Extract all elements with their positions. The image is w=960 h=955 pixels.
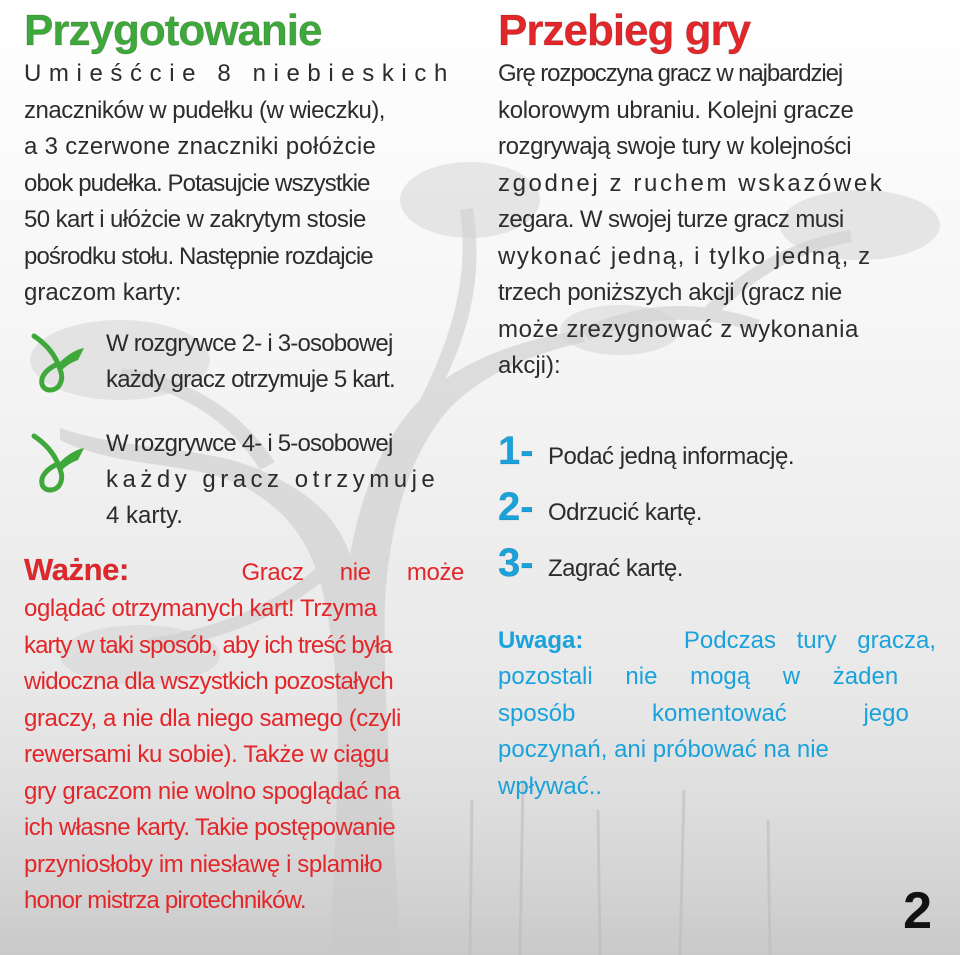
bullet-line: W rozgrywce 4- i 5-osobowej [106, 429, 393, 457]
bullet-line: każdy gracz otrzymuje 5 kart. [106, 365, 395, 393]
note-box [498, 623, 936, 806]
important-line: karty w taki sposób, aby ich treść była [24, 631, 392, 659]
gameplay-intro-line: zgodnej z ruchem wskazówek [498, 169, 885, 197]
action-number: 3- [498, 540, 534, 585]
important-note [24, 552, 464, 920]
setup-title: Przygotowanie [24, 6, 322, 55]
ribbon-bullet-icon [28, 330, 86, 394]
action-text: Odrzucić kartę. [548, 498, 702, 526]
action-list [498, 429, 936, 597]
setup-intro-line: graczom karty: [24, 279, 182, 306]
setup-intro-line: znaczników w pudełku (w wieczku), [24, 96, 385, 124]
action-item [498, 429, 936, 485]
action-text: Zagrać kartę. [548, 554, 683, 582]
gameplay-section [498, 0, 936, 805]
bullet-line: każdy gracz otrzymuje [106, 465, 440, 493]
gameplay-intro-line: zegara. W swojej turze gracz musi [498, 206, 844, 233]
important-line: Gracz nie może [241, 558, 464, 586]
note-line: pozostali nie mogą w żaden [498, 663, 899, 690]
note-line: wpływać.. [498, 772, 603, 800]
important-line: gry graczom nie wolno spoglądać na [24, 777, 400, 805]
ribbon-bullet-icon [28, 430, 86, 494]
important-label: Ważne: [24, 551, 129, 587]
page-number: 2 [903, 882, 932, 940]
important-line: rewersami ku sobie). Także w ciągu [24, 741, 389, 768]
gameplay-intro-line: Grę rozpoczyna gracz w najbardziej [498, 60, 843, 87]
gameplay-title: Przebieg gry [498, 6, 751, 55]
setup-intro-line: a 3 czerwone znaczniki połóżcie [24, 133, 377, 160]
gameplay-intro-line: może zrezygnować z wykonania [498, 315, 859, 343]
gameplay-intro-line: akcji): [498, 352, 561, 379]
gameplay-intro-line: rozgrywają swoje tury w kolejności [498, 133, 852, 160]
important-line: przyniosłoby im niesławę i splamiło [24, 850, 383, 878]
action-number: 1- [498, 428, 534, 473]
gameplay-intro-line: wykonać jedną, i tylko jedną, z [498, 242, 872, 270]
setup-intro [24, 56, 464, 312]
action-number: 2- [498, 484, 534, 529]
action-text: Podać jedną informację. [548, 442, 794, 470]
action-item [498, 485, 936, 541]
bullet-4-5-players [24, 426, 464, 534]
note-line: Podczas tury gracza, [683, 626, 936, 654]
setup-section [24, 0, 464, 920]
bullet-line: W rozgrywce 2- i 3-osobowej [106, 329, 393, 357]
bullet-2-3-players [24, 326, 464, 398]
bullet-line: 4 karty. [106, 501, 183, 529]
important-line: ich własne karty. Takie postępowanie [24, 814, 396, 841]
gameplay-intro-line: trzech poniższych akcji (gracz nie [498, 279, 842, 306]
setup-intro-line: pośrodku stołu. Następnie rozdajcie [24, 242, 373, 270]
important-line: graczy, a nie dla niego samego (czyli [24, 704, 401, 732]
setup-intro-line: obok pudełka. Potasujcie wszystkie [24, 169, 370, 197]
note-line: sposób komentować jego [498, 699, 909, 727]
important-line: widoczna dla wszystkich pozostałych [24, 668, 394, 695]
important-line: oglądać otrzymanych kart! Trzyma [24, 595, 377, 622]
gameplay-intro-line: kolorowym ubraniu. Kolejni gracze [498, 96, 854, 124]
action-item [498, 541, 936, 597]
setup-intro-line: 50 kart i ułóżcie w zakrytym stosie [24, 206, 366, 233]
important-line: honor mistrza pirotechników. [24, 887, 306, 914]
setup-intro-line: Umieśćcie 8 niebieskich [24, 60, 455, 87]
note-line: poczynań, ani próbować na nie [498, 736, 829, 763]
gameplay-intro [498, 56, 936, 385]
note-label: Uwaga: [498, 626, 584, 654]
